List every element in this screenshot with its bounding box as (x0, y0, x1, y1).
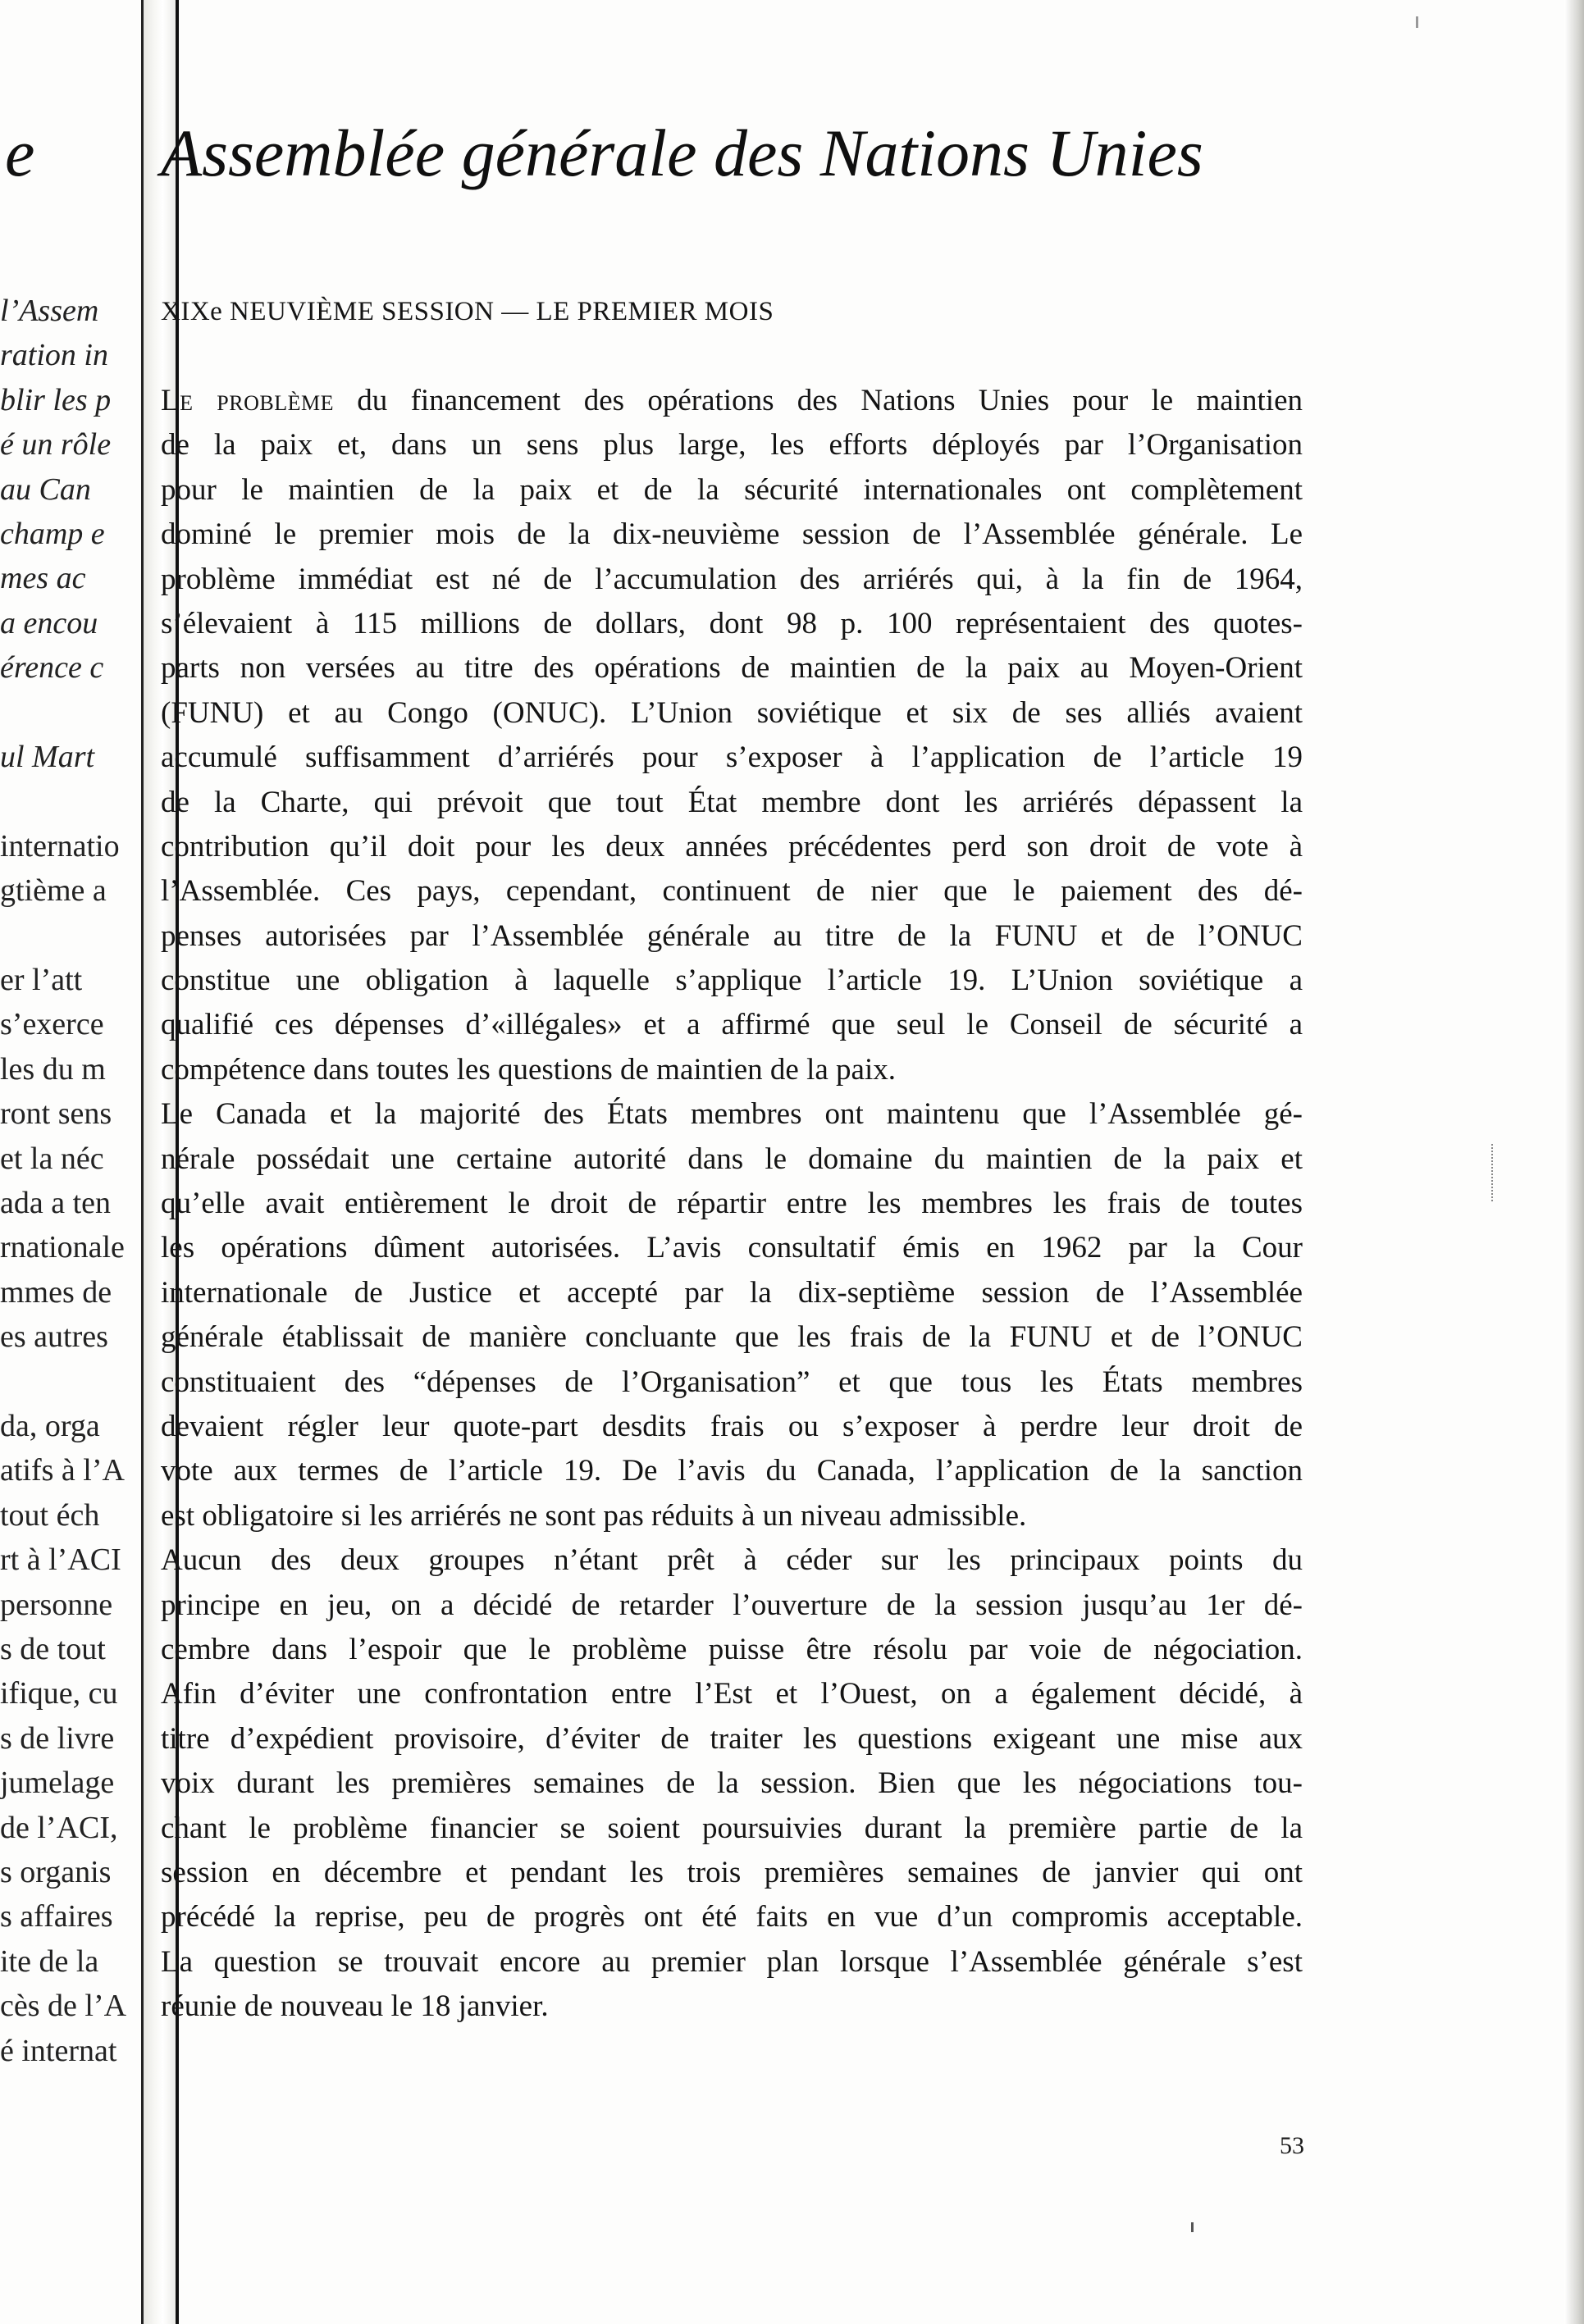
left-fragment-line: rnationale (0, 1230, 125, 1265)
left-fragment-line: au Can (0, 472, 91, 507)
text-line: contribution qu’il doit pour les deux années précédentes perd son droit de vote à (161, 829, 1303, 864)
lead-smallcaps: Le problème (161, 384, 334, 417)
section-heading: XIXe NEUVIÈME SESSION — LE PREMIER MOIS (161, 297, 774, 326)
left-fragment-line: mmes de (0, 1274, 112, 1310)
left-fragment-line: ifique, cu (0, 1676, 118, 1711)
left-fragment-line: s affaires (0, 1899, 113, 1934)
left-fragment-line: ration in (0, 338, 108, 373)
text-line: de la paix et, dans un sens plus large, les efforts déployés par l’Organisation (161, 428, 1303, 463)
text-line: devaient régler leur quote-part desdits frais ou s’exposer à perdre leur droit de (161, 1409, 1303, 1443)
text-line: l’Assemblée. Ces pays, cependant, continuent de nier que le paiement des dé- (161, 874, 1303, 909)
text-line: La question se trouvait encore au premier plan lorsque l’Assemblée générale s’est (161, 1944, 1303, 1979)
text-line: parts non versées au titre des opérations de maintien de la paix au Moyen-Orient (161, 651, 1303, 686)
left-page-fragment (0, 0, 164, 2324)
text-line: les opérations dûment autorisées. L’avis consultatif émis en 1962 par la Cour (161, 1231, 1303, 1265)
left-fragment-line: s organis (0, 1855, 112, 1889)
text-line: réunie de nouveau le 18 janvier. (161, 1989, 549, 2024)
left-fragment-line: es autres (0, 1319, 108, 1355)
left-fragment-line: les du m (0, 1051, 106, 1087)
text-line: générale établissait de manière concluante que les frais de la FUNU et de l’ONUC (161, 1320, 1303, 1355)
left-fragment-line: l’Assem (0, 294, 99, 328)
text-line: chant le problème financier se soient poursuivies durant la première partie de la (161, 1811, 1303, 1845)
scan-speck (1416, 16, 1418, 28)
left-fragment-line: rt à l’ACI (0, 1542, 121, 1578)
text-line (161, 379, 1303, 423)
left-fragment-line: érence c (0, 650, 104, 686)
left-fragment-title: e (5, 116, 35, 190)
text-line: est obligatoire si les arriérés ne sont pas réduits à un niveau admissible. (161, 1498, 1027, 1533)
left-fragment-line: gtième a (0, 873, 107, 909)
left-fragment-line: et la néc (0, 1141, 104, 1176)
text-line: dominé le premier mois de la dix-neuvième session de l’Assemblée générale. Le (161, 517, 1303, 552)
text-line: titre d’expédient provisoire, d’éviter de traiter les questions exigeant une mise aux (161, 1721, 1303, 1756)
left-fragment-line: jumelage (0, 1766, 115, 1801)
left-fragment-line: mes ac (0, 561, 86, 596)
left-fragment-line: internatio (0, 828, 120, 864)
left-fragment-line: er l’att (0, 963, 83, 997)
text-line: Le Canada et la majorité des États membres ont maintenu que l’Assemblée gé- (161, 1097, 1303, 1132)
text-line: Aucun des deux groupes n’étant prêt à céder sur les principaux points du (161, 1543, 1303, 1578)
text-line: (FUNU) et au Congo (ONUC). L’Union soviétique et six de ses alliés avaient (161, 695, 1303, 730)
left-fragment-line: ul Mart (0, 740, 95, 774)
text-line: s’élevaient à 115 millions de dollars, dont 98 p. 100 représentaient des quotes- (161, 606, 1303, 640)
left-fragment-line: a encou (0, 605, 98, 640)
left-fragment-line: s de tout (0, 1632, 106, 1666)
text-line: qu’elle avait entièrement le droit de répartir entre les membres les frais de toutes (161, 1187, 1303, 1221)
left-fragment-line: é internat (0, 2033, 117, 2068)
left-fragment-line: s de livre (0, 1720, 115, 1756)
page-title: Assemblée générale des Nations Unies (161, 116, 1203, 190)
left-fragment-line: atifs à l’A (0, 1453, 125, 1488)
scan-speck (1191, 2222, 1194, 2232)
text-line: qualifié ces dépenses d’«illégales» et a affirmé que seul le Conseil de sécurité a (161, 1008, 1303, 1042)
left-fragment-line: da, orga (0, 1409, 100, 1443)
left-fragment-line: s’exerce (0, 1007, 104, 1042)
left-fragment-line: ada a ten (0, 1186, 112, 1220)
page-edge-shadow (1564, 0, 1584, 2324)
left-fragment-line: champ e (0, 517, 105, 551)
text-line: principe en jeu, on a décidé de retarder l’ouverture de la session jusqu’au 1er dé- (161, 1588, 1303, 1622)
text-line: précédé la reprise, peu de progrès ont été faits en vue d’un compromis acceptable. (161, 1900, 1303, 1934)
left-fragment-line: ite de la (0, 1944, 99, 1979)
left-fragment-line: cès de l’A (0, 1989, 127, 2024)
text-line: constitue une obligation à laquelle s’applique l’article 19. L’Union soviétique a (161, 964, 1303, 998)
text-line: accumulé suffisamment d’arriérés pour s’exposer à l’application de l’article 19 (161, 740, 1303, 775)
text-line: Afin d’éviter une confrontation entre l’Est et l’Ouest, on a également décidé, à (161, 1677, 1303, 1711)
text-line: session en décembre et pendant les trois premières semaines de janvier qui ont (161, 1855, 1303, 1889)
text-line: problème immédiat est né de l’accumulation des arriérés qui, à la fin de 1964, (161, 562, 1303, 596)
left-fragment-line: é un rôle (0, 427, 112, 463)
text-line: nérale possédait une certaine autorité dans le domaine du maintien de la paix et (161, 1141, 1303, 1176)
margin-mark (1491, 1144, 1498, 1201)
text-line: penses autorisées par l’Assemblée générale au titre de la FUNU et de l’ONUC (161, 918, 1303, 953)
text-line: compétence dans toutes les questions de maintien de la paix. (161, 1052, 896, 1087)
article-body (161, 379, 1303, 2029)
text-line: vote aux termes de l’article 19. De l’avis du Canada, l’application de la sanction (161, 1454, 1303, 1488)
text-line: internationale de Justice et accepté par la dix-septième session de l’Assemblée (161, 1275, 1303, 1310)
text-line: de la Charte, qui prévoit que tout État membre dont les arriérés dépassent la (161, 785, 1303, 819)
text-line: constituaient des “dépenses de l’Organisation” et que tous les États membres (161, 1365, 1303, 1399)
page-number: 53 (1280, 2132, 1304, 2159)
left-fragment-line: tout éch (0, 1497, 100, 1533)
left-fragment-line: personne (0, 1587, 113, 1622)
left-fragment-line: ront sens (0, 1096, 112, 1132)
text-line: pour le maintien de la paix et de la sécurité internationales ont complètement (161, 472, 1303, 507)
text-line: voix durant les premières semaines de la session. Bien que les négociations tou- (161, 1766, 1303, 1801)
left-fragment-line: de l’ACI, (0, 1810, 118, 1845)
text-line: cembre dans l’espoir que le problème puisse être résolu par voie de négociation. (161, 1632, 1303, 1666)
line-text: du financement des opérations des Nations Unies pour le maintien (333, 384, 1303, 417)
left-fragment-line: blir les p (0, 382, 112, 417)
